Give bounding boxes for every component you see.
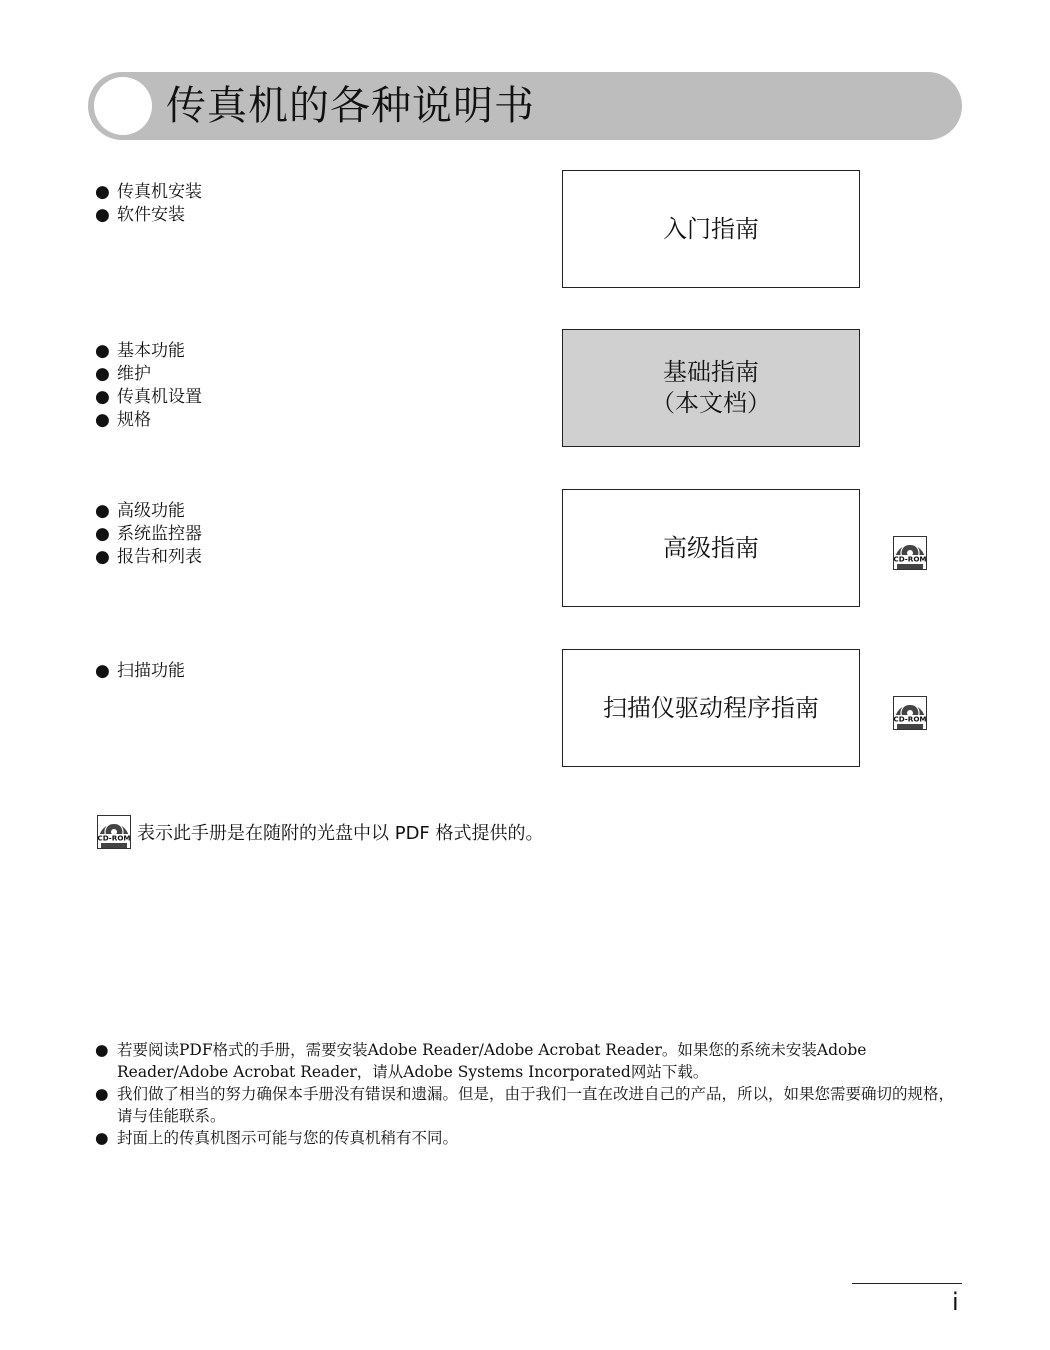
feature-label: 软件安装 [117,205,185,225]
feature-item [95,660,185,683]
feature-label: 扫描功能 [117,661,185,681]
feature-list [95,500,202,569]
feature-item [95,523,202,546]
guide-box-getting-started [562,170,860,288]
bullet-glyph: ● [95,501,110,521]
feature-item [95,204,202,227]
guide-box-scanner-driver [562,649,860,767]
cd-rom-icon [893,696,927,730]
feature-label: 高级功能 [117,501,185,521]
svg-text:CD-ROM: CD-ROM [893,554,927,564]
feature-label: 报告和列表 [117,547,202,567]
bullet-glyph: ● [95,410,110,430]
feature-list [95,340,202,432]
feature-item [95,181,202,204]
feature-item [95,386,202,409]
notes-list [95,1039,955,1149]
title-circle-decoration [94,77,152,135]
page-number: i [952,1288,959,1316]
feature-item [95,363,202,386]
bullet-glyph: ● [95,1129,109,1147]
feature-label: 传真机设置 [117,387,202,407]
bullet-glyph: ● [95,182,110,202]
page-title: 传真机的各种说明书 [166,83,535,129]
svg-text:CD-ROM: CD-ROM [893,714,927,724]
note-text: 我们做了相当的努力确保本手册没有错误和遗漏。但是，由于我们一直在改进自己的产品，所以，如果您需要确切的规格，请与佳能联系。 [117,1085,955,1125]
guide-title: 高级指南 [663,533,759,562]
bullet-glyph: ● [95,364,110,384]
feature-label: 系统监控器 [117,524,202,544]
note-text: 封面上的传真机图示可能与您的传真机稍有不同。 [117,1129,459,1147]
svg-text:CD-ROM: CD-ROM [97,833,131,843]
note-item [95,1083,955,1127]
cd-rom-icon [97,815,131,849]
feature-label: 规格 [117,410,151,430]
bullet-glyph: ● [95,1085,109,1103]
feature-item [95,546,202,569]
guide-title: 基础指南 [663,358,759,386]
bullet-glyph: ● [95,205,110,225]
bullet-glyph: ● [95,547,110,567]
feature-item [95,340,202,363]
guide-box-basic [562,329,860,447]
feature-list [95,181,202,227]
feature-label: 传真机安装 [117,182,202,202]
bullet-glyph: ● [95,341,110,361]
cd-rom-legend [97,815,544,849]
legend-text: 表示此手册是在随附的光盘中以 PDF 格式提供的。 [137,823,544,844]
feature-item [95,500,202,523]
feature-item [95,409,202,432]
guide-title: 扫描仪驱动程序指南 [603,693,819,722]
feature-list [95,660,185,683]
title-bar [88,72,962,140]
footer-rule [852,1283,962,1284]
bullet-glyph: ● [95,661,110,681]
bullet-glyph: ● [95,524,110,544]
bullet-glyph: ● [95,1041,109,1059]
guide-title: 入门指南 [663,214,759,243]
note-item [95,1039,955,1083]
note-item [95,1127,955,1149]
feature-label: 基本功能 [117,341,185,361]
guide-box-advanced [562,489,860,607]
note-text: 若要阅读PDF格式的手册，需要安装Adobe Reader/Adobe Acrobat Reader。如果您的系统未安装Adobe Reader/Adobe Acrobat Reader，请从Adobe Systems Incorporated网站下载。 [117,1041,867,1081]
bullet-glyph: ● [95,387,110,407]
cd-rom-icon [893,536,927,570]
feature-label: 维护 [117,364,151,384]
guide-subtitle: （本文档） [651,389,771,417]
